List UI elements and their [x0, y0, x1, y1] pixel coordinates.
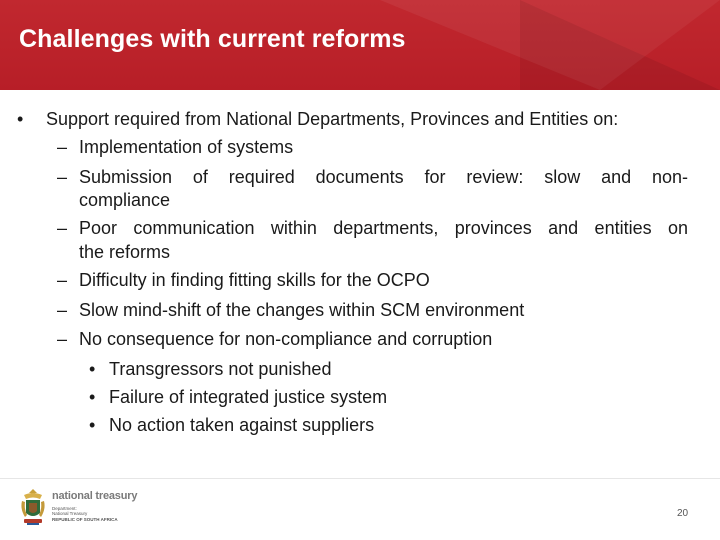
level2-text: Slow mind-shift of the changes within SCM environment: [79, 300, 525, 320]
title-bar-decoration: [600, 0, 720, 90]
level3-text: Failure of integrated justice system: [109, 387, 388, 407]
level1-bullet: •: [17, 109, 24, 129]
level2-text: No consequence for non-compliance and corruption: [79, 329, 493, 349]
logo-subtext: REPUBLIC OF SOUTH AFRICA: [52, 517, 118, 522]
level2-text: Poor communication within departments, provinces and entities on: [79, 218, 688, 238]
south-africa-coat-of-arms-icon: [18, 487, 48, 527]
level3-text: No action taken against suppliers: [109, 415, 375, 435]
level3-bullet: •: [89, 415, 96, 435]
footer-divider: [0, 478, 720, 479]
level2-dash: –: [57, 137, 68, 157]
level2-text-continued: compliance: [79, 190, 171, 210]
level2-text: Submission of required documents for review: slow and non-: [79, 167, 688, 187]
level3-bullet: •: [89, 359, 96, 379]
level2-dash: –: [57, 329, 68, 349]
slide-title: Challenges with current reforms: [19, 25, 406, 53]
level2-text: Difficulty in finding fitting skills for the OCPO: [79, 270, 430, 290]
level2-dash: –: [57, 218, 68, 238]
logo-subtext: Department:: [52, 506, 77, 511]
title-bar: [0, 0, 720, 90]
level2-text-continued: the reforms: [79, 242, 171, 262]
level3-text: Transgressors not punished: [109, 359, 332, 379]
level2-text: Implementation of systems: [79, 137, 294, 157]
logo-subtext: National Treasury: [52, 511, 88, 516]
page-number: 20: [677, 508, 689, 519]
level3-bullet: •: [89, 387, 96, 407]
level2-dash: –: [57, 167, 68, 187]
level1-text: Support required from National Departments, Provinces and Entities on:: [46, 109, 619, 129]
level2-dash: –: [57, 300, 68, 320]
level2-dash: –: [57, 270, 68, 290]
national-treasury-logo: [18, 487, 158, 531]
logo-brand-text: national treasury: [52, 490, 138, 502]
